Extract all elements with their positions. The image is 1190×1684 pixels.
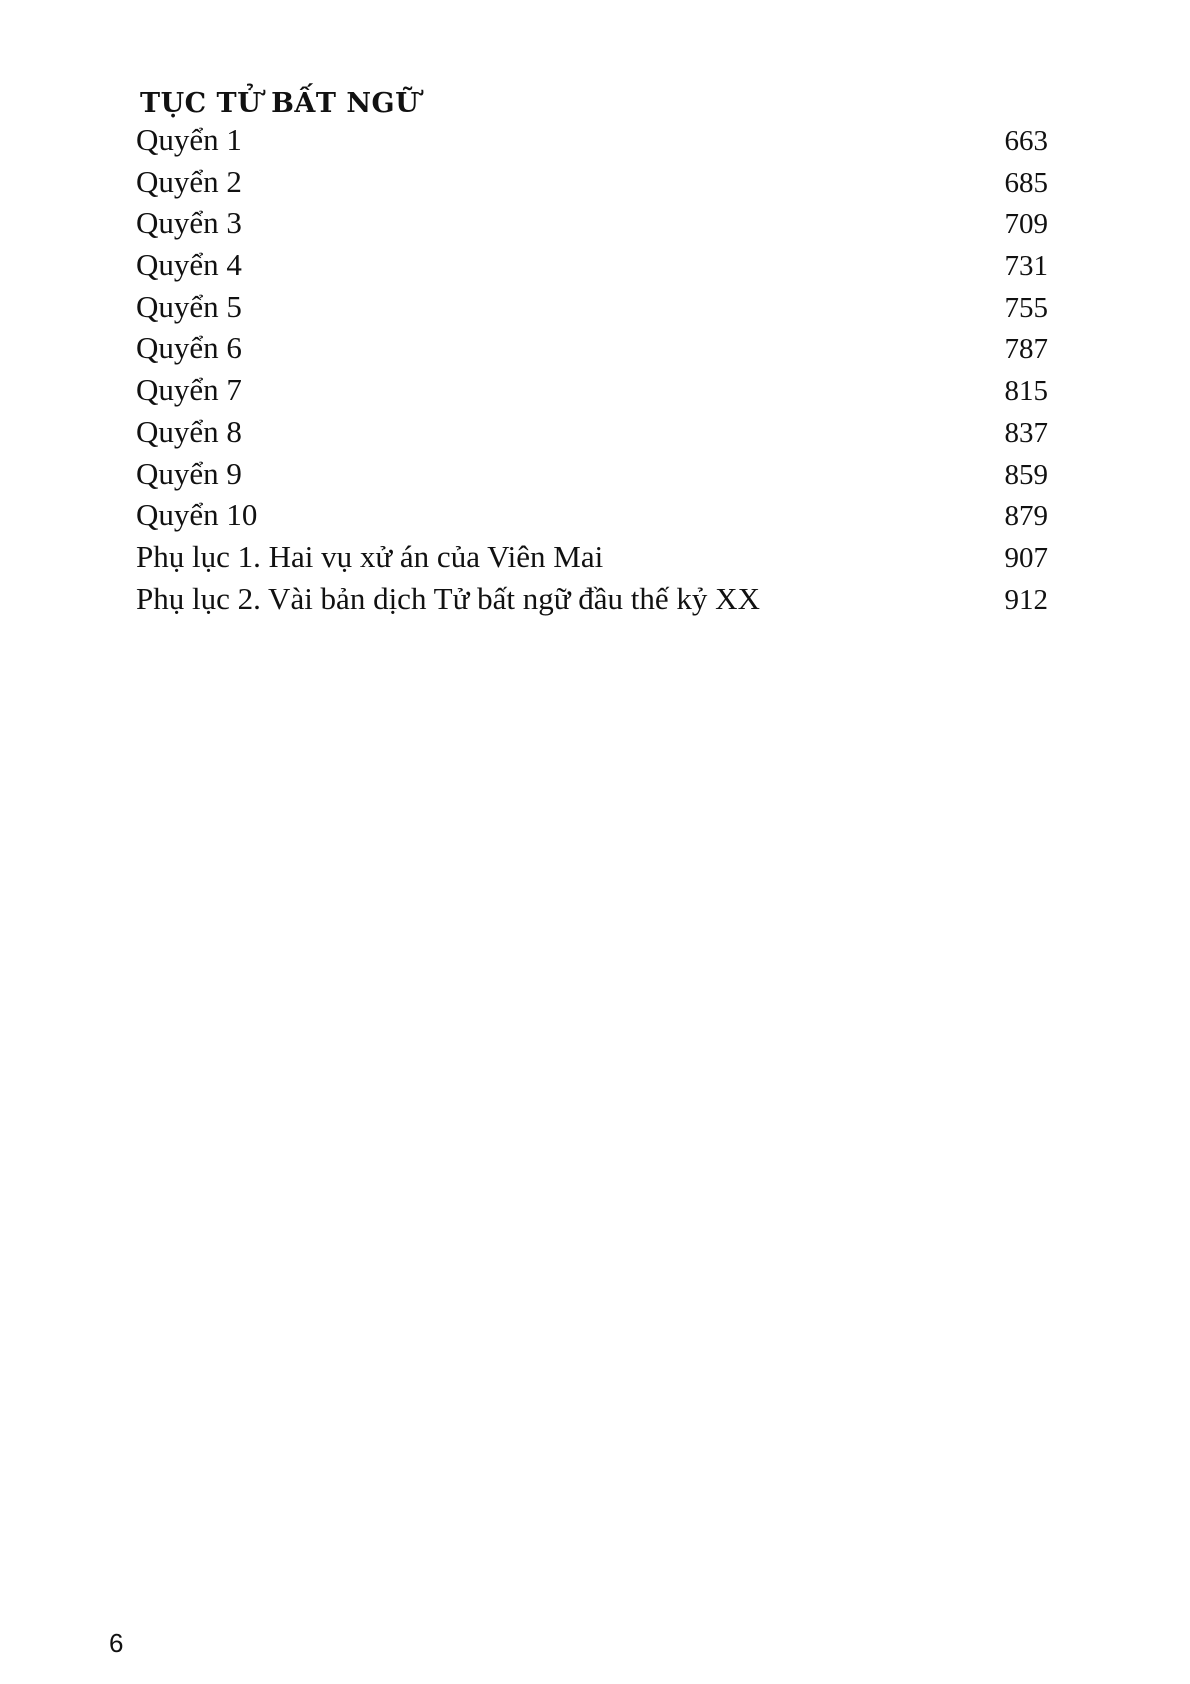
toc-entry-page: 859 bbox=[1004, 458, 1048, 491]
toc-entry bbox=[136, 205, 1048, 247]
toc-entry bbox=[136, 414, 1048, 456]
toc-entry-label: Quyển 7 bbox=[136, 372, 242, 408]
toc-entry-page: 787 bbox=[1004, 333, 1048, 366]
page-number: 6 bbox=[109, 1628, 124, 1658]
toc-entry-page: 879 bbox=[1004, 500, 1048, 533]
toc-entry bbox=[136, 164, 1048, 206]
toc-entry-page: 815 bbox=[1004, 375, 1048, 408]
toc-entry bbox=[136, 456, 1048, 498]
toc-entry-page: 731 bbox=[1004, 250, 1048, 283]
toc-entry bbox=[136, 247, 1048, 289]
toc-entry-page: 912 bbox=[1004, 583, 1048, 616]
toc-entry-page: 837 bbox=[1004, 416, 1048, 449]
table-of-contents bbox=[136, 122, 1048, 622]
toc-entry-page: 709 bbox=[1004, 208, 1048, 241]
toc-entry bbox=[136, 372, 1048, 414]
toc-entry bbox=[136, 581, 1048, 623]
toc-entry-label: Quyển 10 bbox=[136, 497, 258, 533]
section-title: TỤC TỬ BẤT NGỮ bbox=[140, 88, 420, 119]
toc-entry-page: 685 bbox=[1004, 166, 1048, 199]
toc-entry-label: Quyển 5 bbox=[136, 288, 242, 324]
toc-entry bbox=[136, 289, 1048, 331]
toc-entry-label: Quyển 6 bbox=[136, 330, 242, 366]
toc-entry bbox=[136, 539, 1048, 581]
toc-entry-label: Quyển 1 bbox=[136, 122, 242, 157]
toc-entry-page: 755 bbox=[1004, 291, 1048, 324]
toc-entry-page: 663 bbox=[1004, 125, 1048, 157]
toc-entry-page: 907 bbox=[1004, 541, 1048, 574]
toc-entry-label: Quyển 2 bbox=[136, 163, 242, 199]
toc-entry-label: Phụ lục 2. Vài bản dịch Tử bất ngữ đầu thế kỷ XX bbox=[136, 580, 760, 616]
toc-entry-label: Quyển 9 bbox=[136, 455, 242, 491]
toc-entry-label: Quyển 4 bbox=[136, 247, 242, 283]
toc-entry bbox=[136, 122, 1048, 164]
toc-entry-label: Phụ lục 1. Hai vụ xử án của Viên Mai bbox=[136, 538, 604, 574]
toc-entry-label: Quyển 8 bbox=[136, 413, 242, 449]
toc-entry bbox=[136, 330, 1048, 372]
toc-entry bbox=[136, 497, 1048, 539]
toc-entry-label: Quyển 3 bbox=[136, 205, 242, 241]
